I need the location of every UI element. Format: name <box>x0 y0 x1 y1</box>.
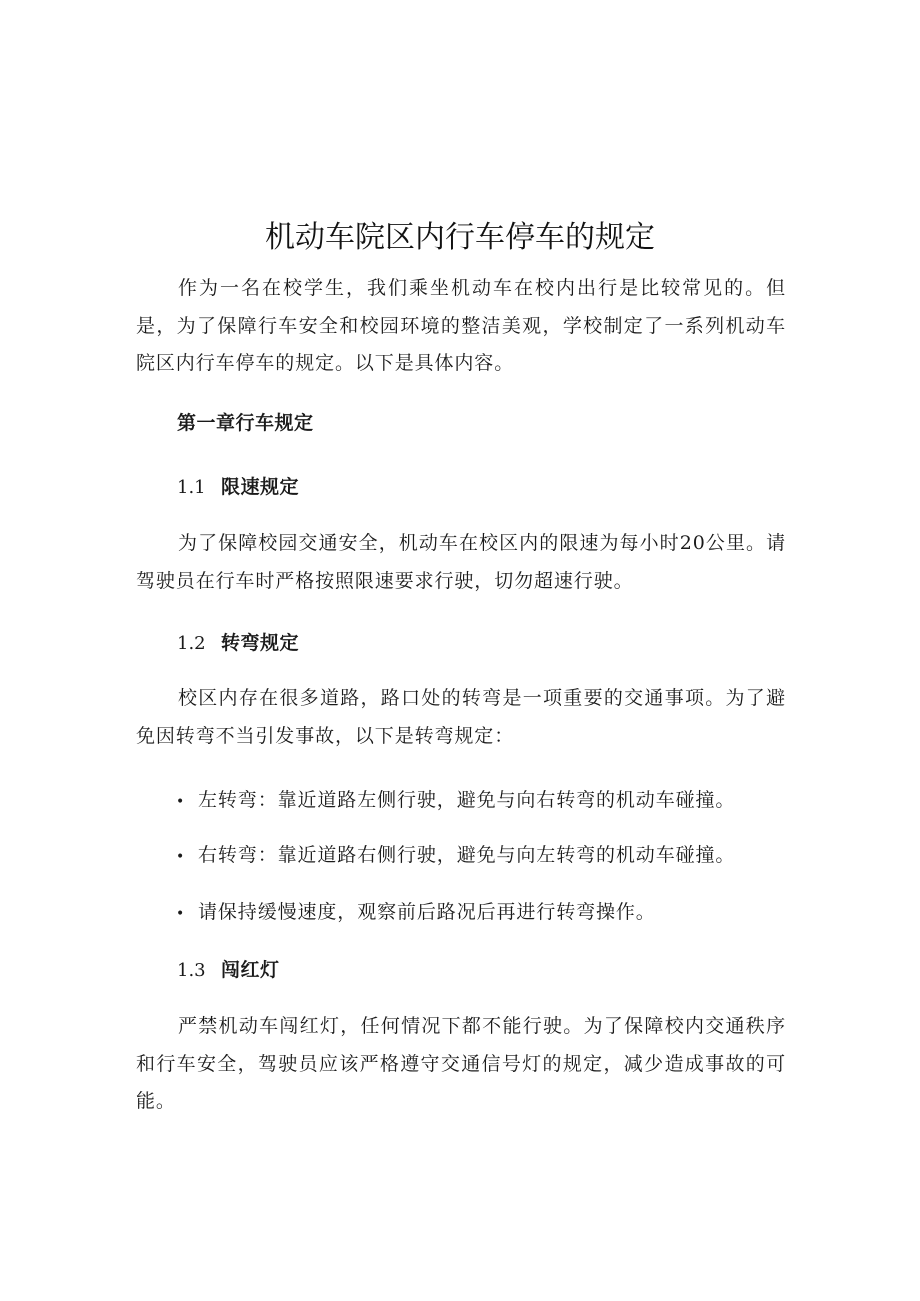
section-number: 1.1 <box>177 477 206 498</box>
intro-paragraph: 作为一名在校学生，我们乘坐机动车在校内出行是比较常见的。但是，为了保障行车安全和校园环境的整洁美观，学校制定了一系列机动车院区内行车停车的规定。以下是具体内容。 <box>136 277 786 374</box>
section-1-2-body: 校区内存在很多道路，路口处的转弯是一项重要的交通事项。为了避免因转弯不当引发事故，以下是转弯规定： <box>136 687 786 747</box>
section-heading-1-2 <box>177 628 299 659</box>
chapter-heading: 第一章行车规定 <box>177 412 314 434</box>
section-label: 闯红灯 <box>221 959 280 981</box>
section-number: 1.2 <box>177 633 206 654</box>
document-title: 机动车院区内行车停车的规定 <box>265 220 655 255</box>
list-item <box>176 785 735 817</box>
section-number: 1.3 <box>177 960 206 981</box>
list-item <box>176 897 656 929</box>
bullet-icon: • <box>176 849 186 865</box>
section-label: 限速规定 <box>221 476 300 498</box>
section-label: 转弯规定 <box>221 632 300 654</box>
list-item-text: 请保持缓慢速度，观察前后路况后再进行转弯操作。 <box>198 901 656 923</box>
section-1-3-body: 严禁机动车闯红灯，任何情况下都不能行驶。为了保障校内交通秩序和行车安全，驾驶员应该严格遵守交通信号灯的规定，减少造成事故的可能。 <box>136 1015 786 1112</box>
section-1-1-body: 为了保障校园交通安全，机动车在校区内的限速为每小时20公里。请驾驶员在行车时严格按照限速要求行驶，切勿超速行驶。 <box>136 532 786 592</box>
list-item <box>176 840 735 872</box>
list-item-text: 左转弯：靠近道路左侧行驶，避免与向右转弯的机动车碰撞。 <box>198 789 736 811</box>
section-heading-1-1 <box>177 472 299 503</box>
section-heading-1-3 <box>177 955 280 986</box>
bullet-icon: • <box>176 906 186 922</box>
bullet-icon: • <box>176 794 186 810</box>
list-item-text: 右转弯：靠近道路右侧行驶，避免与向左转弯的机动车碰撞。 <box>198 844 736 866</box>
